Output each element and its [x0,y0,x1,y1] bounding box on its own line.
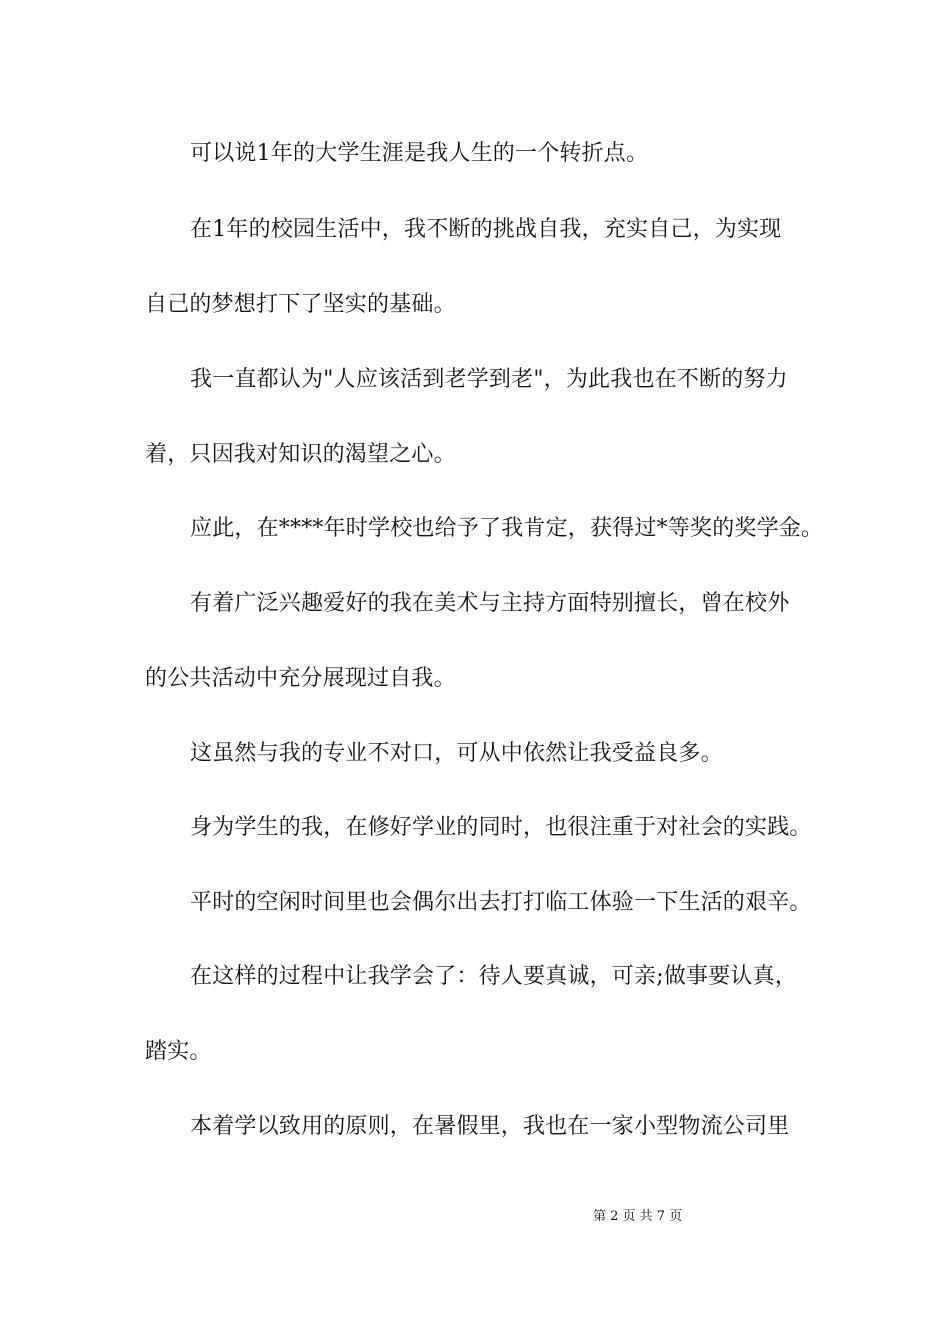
text-line-14: 本着学以致用的原则，在暑假里，我也在一家小型物流公司里 [190,1114,790,1139]
text-line-13: 踏实。 [145,1039,212,1064]
text-line-7: 有着广泛兴趣爱好的我在美术与主持方面特别擅长，曾在校外 [190,591,790,616]
text-line-3: 自己的梦想打下了坚实的基础。 [145,292,456,317]
text-line-10: 身为学生的我，在修好学业的同时，也很注重于对社会的实践。 [190,815,812,840]
text-line-6: 应此，在****年时学校也给予了我肯定，获得过*等奖的奖学金。 [190,516,824,541]
page-number-footer: 第 2 页 共 7 页 [593,1209,683,1224]
text-line-2: 在1年的校园生活中，我不断的挑战自我，充实自己，为实现 [190,217,782,242]
text-line-1: 可以说1年的大学生涯是我人生的一个转折点。 [190,141,649,166]
text-line-5: 着，只因我对知识的渴望之心。 [145,442,456,467]
text-line-11: 平时的空闲时间里也会偶尔出去打打临工体验一下生活的艰辛。 [190,890,812,915]
text-line-4: 我一直都认为"人应该活到老学到老"，为此我也在不断的努力 [190,367,788,392]
text-line-8: 的公共活动中充分展现过自我。 [145,666,456,691]
text-line-9: 这虽然与我的专业不对口，可从中依然让我受益良多。 [190,741,723,766]
text-line-12: 在这样的过程中让我学会了：待人要真诚，可亲;做事要认真， [190,964,798,989]
